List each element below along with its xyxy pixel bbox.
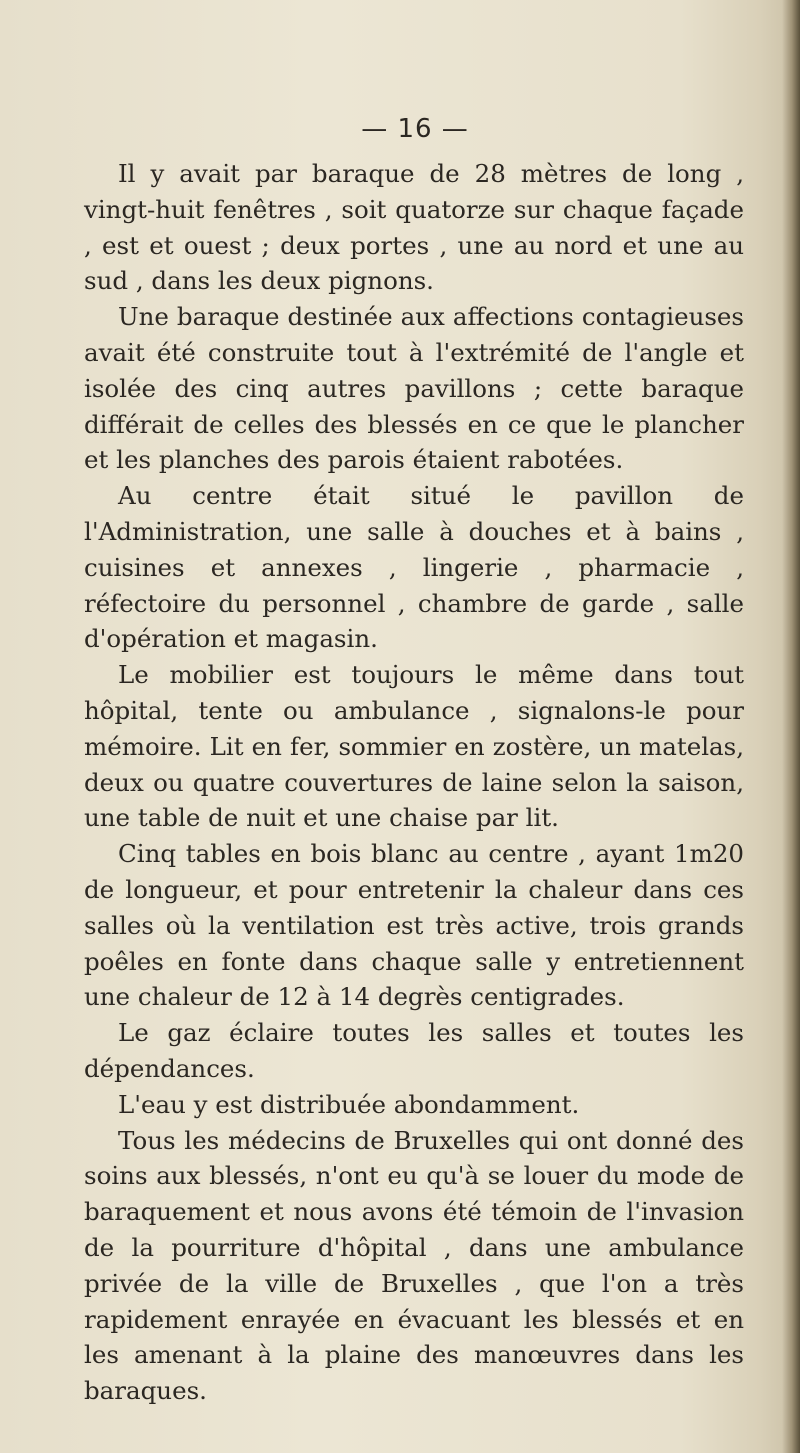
paragraph: Cinq tables en bois blanc au centre , ayant 1m20 de longueur, et pour entretenir la chaleur dans ces salles où la ventilation est très active, trois grands poêles en fonte dans chaque salle y entretiennent une chaleur de 12 à 14 degrès centigrades.: [84, 839, 744, 1012]
paragraph: Le gaz éclaire toutes les salles et toutes les dépendances.: [84, 1018, 744, 1083]
page-edge-shadow: [782, 0, 800, 1453]
body-text: [84, 156, 744, 1409]
paragraph: Au centre était situé le pavillon de l'Administration, une salle à douches et à bains , cuisines et annexes , lingerie , pharmacie , réfectoire du personnel , chambre de garde , salle d'opération et magasin.: [84, 481, 744, 654]
page-number: — 16 —: [361, 114, 469, 144]
paragraph: Le mobilier est toujours le même dans tout hôpital, tente ou ambulance , signalons-le pour mémoire. Lit en fer, sommier en zostère, un matelas, deux ou quatre couvertures de laine selon la saison, une table de nuit et une chaise par lit.: [84, 660, 744, 833]
paragraph: Tous les médecins de Bruxelles qui ont donné des soins aux blessés, n'ont eu qu'à se louer du mode de baraquement et nous avons été témoin de l'invasion de la pourriture d'hôpital , dans une ambulance privée de la ville de Bruxelles , que l'on a très rapidement enrayée en évacuant les blessés et en les amenant à la plaine des manœuvres dans les baraques.: [84, 1125, 744, 1406]
paragraph: Une baraque destinée aux affections contagieuses avait été construite tout à l'extrémité de l'angle et isolée des cinq autres pavillons ; cette baraque différait de celles des blessés en ce que le plancher et les planches des parois étaient rabotées.: [84, 302, 744, 475]
paragraph: L'eau y est distribuée abondamment.: [118, 1089, 580, 1119]
paragraph: Il y avait par baraque de 28 mètres de long , vingt-huit fenêtres , soit quatorze sur chaque façade , est et ouest ; deux portes , une au nord et une au sud , dans les deux pignons.: [84, 159, 744, 296]
